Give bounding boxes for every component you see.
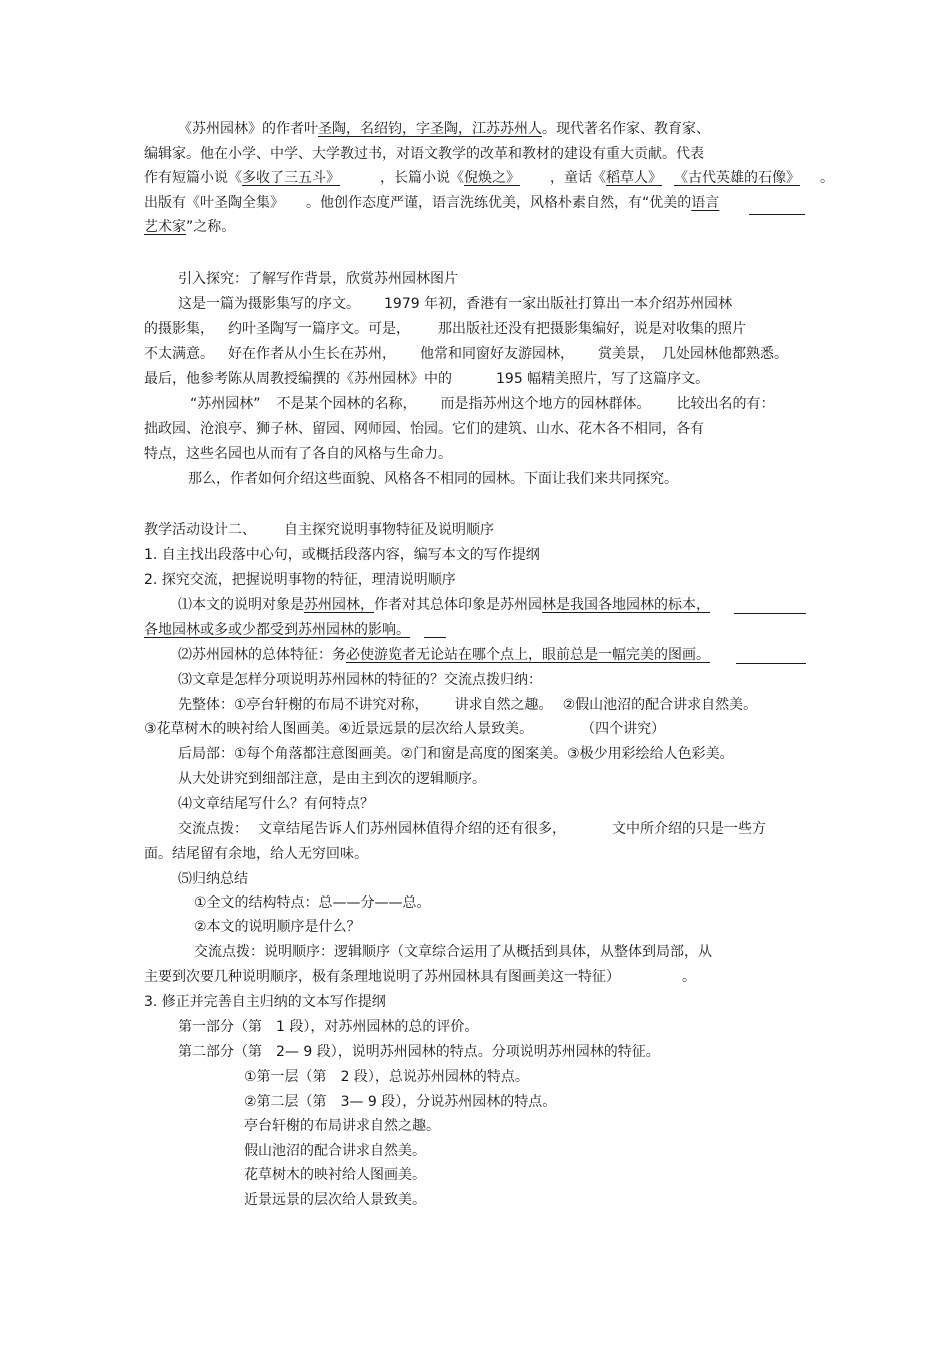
question-3-overall — [178, 696, 757, 714]
question-3-detail: 后局部：①每个角落都注意图画美。②门和窗是高度的图案美。③极少用彩绘给人色彩美。 — [178, 746, 734, 762]
question-1-line-2 — [144, 621, 410, 639]
step-2: 2. 探究交流，把握说明事物的特征，理清说明顺序 — [144, 572, 456, 588]
praise-underlined: 语言 — [691, 195, 720, 211]
outline-text: ②第二层（第 — [244, 1094, 327, 1110]
underline-rule — [734, 613, 806, 614]
outline-text: 2 段），总说苏州园林的特点。 — [340, 1069, 529, 1085]
work-title-underlined: 稻草人》 — [606, 170, 662, 186]
q-text: ③花草树木的映衬给人图画美。④近景远景的层次给人景致美。 — [144, 721, 534, 737]
outline-item: 假山池沼的配合讲求自然美。 — [244, 1143, 426, 1159]
activity-title-part: 教学活动设计二、 — [144, 522, 256, 538]
q-text: ②假山池沼的配合讲求自然美。 — [562, 697, 758, 713]
outline-text: 第二部分（第 — [178, 1044, 262, 1060]
inquiry-line-4 — [144, 370, 709, 388]
outline-item: 花草树木的映衬给人图画美。 — [244, 1167, 426, 1183]
intro-line-4 — [144, 194, 719, 212]
question-4-answer-line-2: 面。结尾留有余地，给人无穷回味。 — [144, 846, 368, 862]
intro-text: 《苏州园林》的作者叶 — [178, 121, 318, 137]
outline-text: 2— 9 段），说明苏州园林的特点。分项说明苏州园林的特征。 — [276, 1044, 660, 1060]
q-text: 讲求自然之趣。 — [454, 697, 553, 713]
intro-text: 作有短篇小说《 — [144, 170, 242, 186]
intro-line-2: 编辑家。他在小学、中学、大学教过书，对语文教学的改革和教材的建设有重大贡献。代表 — [144, 146, 704, 162]
inquiry-line-5 — [190, 395, 775, 413]
inquiry-line-3 — [144, 345, 788, 363]
inquiry-text: 那出版社还没有把摄影集编好，说是对收集的照片 — [438, 321, 746, 337]
q-text: 作者对其总体印象是苏州园 — [374, 597, 542, 613]
q-text: （四个讲究） — [581, 721, 666, 737]
intro-text: ，长篇小说《 — [380, 170, 464, 186]
question-5-a: ①全文的结构特点：总——分——总。 — [194, 895, 431, 911]
intro-text: 出版有《叶圣陶全集》 — [144, 195, 284, 211]
intro-text: 。 — [820, 170, 834, 186]
activity-title — [144, 521, 494, 539]
intro-text: 。他创作态度严谨，语言洗练优美，风格朴素自然，有“优美的 — [306, 195, 692, 211]
inquiry-text: 不是某个园林的名称， — [276, 396, 417, 412]
inquiry-line-8: 那么，作者如何介绍这些面貌、风格各不相同的园林。下面让我们来共同探究。 — [188, 471, 678, 487]
inquiry-text: 不太满意。 — [144, 346, 214, 362]
intro-text: ”之称。 — [186, 219, 236, 235]
q-underlined: 林是我国各地园林的标本， — [542, 597, 710, 613]
inquiry-text: 好在作者从小生长在苏州， — [228, 346, 396, 362]
inquiry-line-1 — [178, 295, 732, 313]
inquiry-text: 而是指苏州这个地方的园林群体。 — [440, 396, 651, 412]
question-3-order: 从大处讲究到细部注意，是由主到次的逻辑顺序。 — [178, 771, 486, 787]
outline-layer-2 — [244, 1093, 556, 1111]
question-3: ⑶文章是怎样分项说明苏州园林的特征的？交流点拨归纳： — [178, 672, 542, 688]
inquiry-title: 引入探究：了解写作背景，欣赏苏州园林图片 — [178, 271, 458, 287]
outline-layer-1 — [244, 1068, 529, 1086]
q-underlined: 各地园林或多或少都受到苏州园林的影响。 — [144, 622, 410, 638]
outline-text: 1 段），对苏州园林的总的评价。 — [276, 1019, 479, 1035]
inquiry-text: “苏州园林” — [190, 396, 261, 412]
q-text: ⑵苏州园林的总体特征：务 — [178, 647, 346, 663]
question-5: ⑸归纳总结 — [178, 871, 248, 887]
outline-text: 3— 9 段），分说苏州园林的特点。 — [340, 1094, 557, 1110]
author-names-underlined: 圣陶，名绍钧，字圣陶，江苏苏州人 — [318, 121, 542, 137]
step-1: 1. 自主找出段落中心句，或概括段落内容，编写本文的写作提纲 — [144, 547, 540, 563]
question-5-answer-line-2 — [144, 968, 696, 986]
question-3-overall-cont — [144, 720, 665, 738]
q-text: ⑴本文的说明对象是 — [178, 597, 304, 613]
inquiry-line-2 — [144, 320, 746, 338]
outline-part-2 — [178, 1043, 660, 1061]
question-2 — [178, 646, 710, 664]
inquiry-text: 赏美景， — [598, 346, 654, 362]
outline-item: 亭台轩榭的布局讲求自然之趣。 — [244, 1118, 440, 1134]
work-title-underlined: 倪焕之》 — [464, 170, 520, 186]
inquiry-line-6: 拙政园、沧浪亭、狮子林、留园、网师园、怡园。它们的建筑、山水、花木各不相同，各有 — [144, 421, 704, 437]
inquiry-text: 比较出名的有： — [676, 396, 775, 412]
underline-rule — [736, 663, 806, 664]
question-4: ⑷文章结尾写什么？有何特点？ — [178, 796, 374, 812]
question-5-answer-line-1: 交流点拨：说明顺序：逻辑顺序（文章综合运用了从概括到具体，从整体到局部，从 — [194, 944, 712, 960]
question-5-b: ②本文的说明顺序是什么？ — [194, 919, 361, 935]
inquiry-line-7: 特点，这些名园也从而有了各自的风格与生命力。 — [144, 446, 452, 462]
q-text: 。 — [682, 969, 696, 985]
intro-text: ，童话《 — [550, 170, 606, 186]
q-text: 主要到次要几种说明顺序，极有条理地说明了苏州园林具有图画美这一特征） — [144, 969, 620, 985]
q-text: 文中所介绍的只是一些方 — [612, 821, 766, 837]
inquiry-text: 约叶圣陶写一篇序文。可是， — [228, 321, 410, 337]
intro-line-5 — [144, 218, 235, 236]
step-3: 3. 修正并完善自主归纳的文本写作提纲 — [144, 994, 386, 1010]
outline-text: ①第一层（第 — [244, 1069, 327, 1085]
q-text: 文章结尾告诉人们苏州园林值得介绍的还有很多， — [258, 821, 566, 837]
outline-text: 第一部分（第 — [178, 1019, 262, 1035]
activity-title-part: 自主探究说明事物特征及说明顺序 — [284, 522, 494, 538]
intro-text: 。现代著名作家、教育家、 — [542, 121, 710, 137]
q-underlined: 必使游览者无论站在哪个点上，眼前总是一幅完美的图画。 — [346, 647, 710, 663]
underline-rule — [749, 214, 805, 215]
q-text: 先整体：①亭台轩榭的布局不讲究对称， — [178, 697, 429, 713]
inquiry-text: 最后，他参考陈从周教授编撰的《苏州园林》中的 — [144, 371, 452, 387]
intro-line-1 — [178, 120, 710, 138]
inquiry-text: 这是一篇为摄影集写的序文。 — [178, 296, 360, 312]
inquiry-text: 他常和同窗好友游园林， — [420, 346, 574, 362]
inquiry-text: 195 幅精美照片，写了这篇序文。 — [496, 371, 710, 387]
question-4-answer-line-1 — [178, 820, 766, 838]
outline-part-1 — [178, 1018, 478, 1036]
inquiry-text: 1979 年初，香港有一家出版社打算出一本介绍苏州园林 — [384, 296, 733, 312]
intro-line-3 — [144, 169, 834, 187]
underline-rule — [424, 637, 446, 638]
praise-underlined: 艺术家 — [144, 219, 186, 235]
work-title-underlined: 《古代英雄的石像》 — [674, 170, 800, 186]
inquiry-text: 的摄影集， — [144, 321, 214, 337]
work-title-underlined: 多收了三五斗》 — [242, 170, 340, 186]
q-underlined: 苏州园林， — [304, 597, 374, 613]
question-1-line-1 — [178, 596, 710, 614]
q-text: 交流点拨： — [178, 821, 248, 837]
inquiry-text: 几处园林他都熟悉。 — [662, 346, 788, 362]
outline-item: 近景远景的层次给人景致美。 — [244, 1192, 426, 1208]
